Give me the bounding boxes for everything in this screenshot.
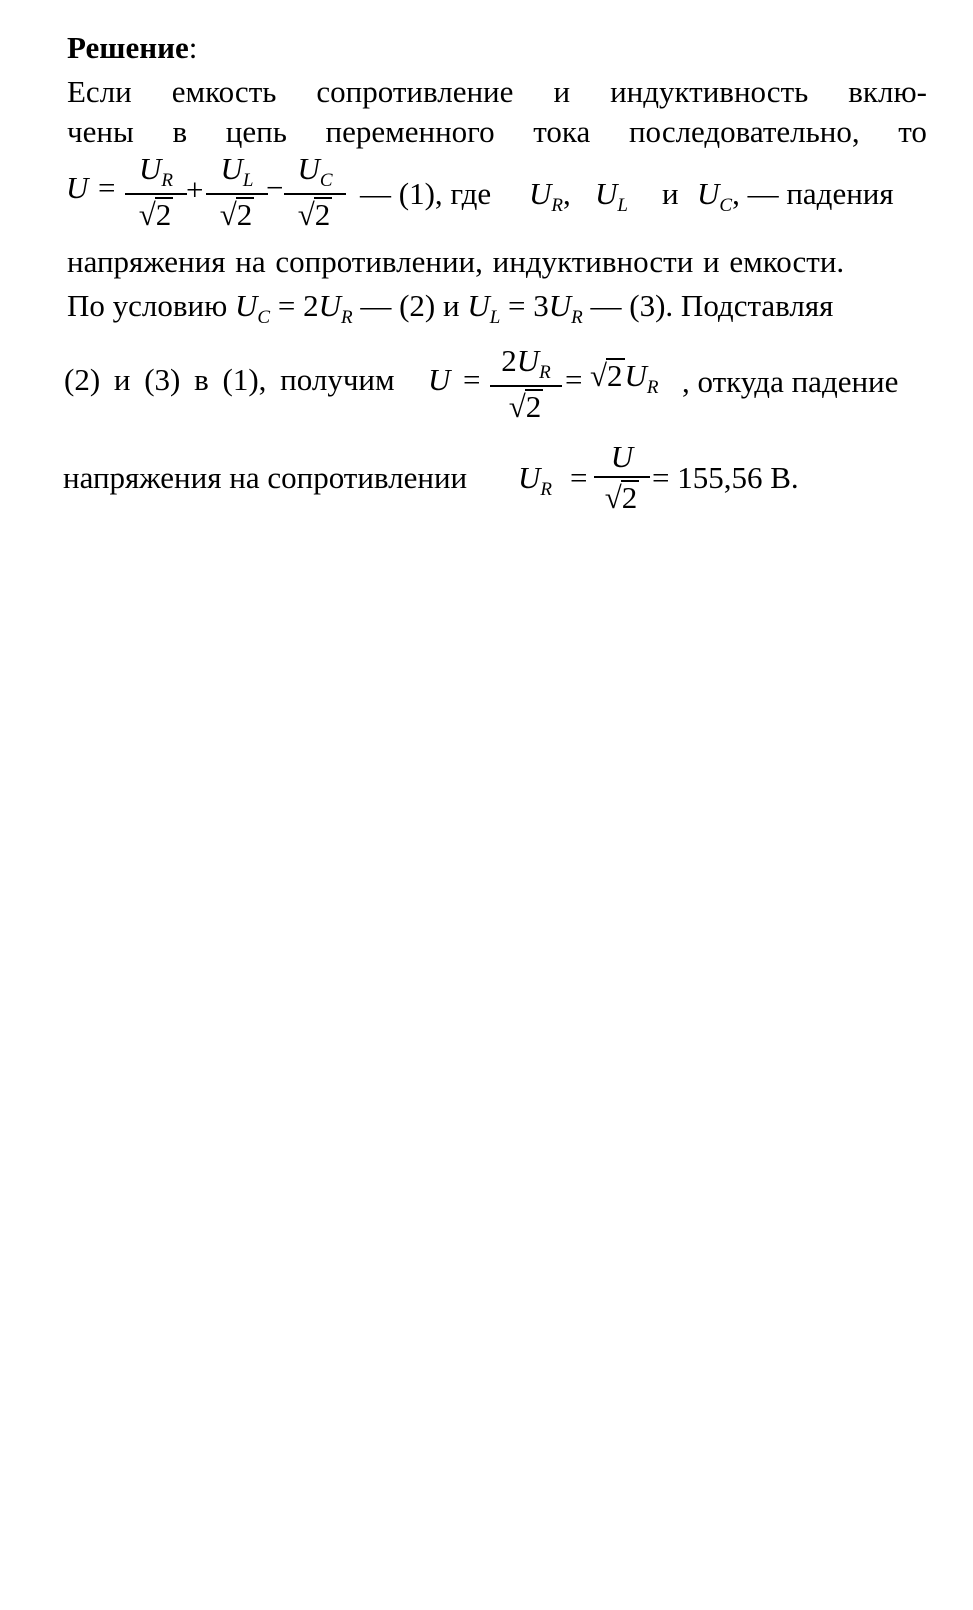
heading-colon: : [188,30,198,65]
line7-fraction: U √ 2 [594,440,650,515]
line6-equals: = [463,362,481,397]
eq1-minus: − [266,170,284,205]
eq1-term3-sub: C [319,170,333,191]
eq1-term3-num: U [297,151,320,186]
line6-suffix: , откуда падение [682,364,899,399]
eq1-plus: + [186,172,204,207]
word: тока [533,114,591,149]
word: индуктивность [610,74,809,109]
eq1-term1-num: U [139,151,162,186]
eq1-and: и [662,176,679,211]
paragraph-line-5: По условию $U_C = 2U_R$ — (2) и $U_L = 3U_R$ — (3). Подставляя [67,288,834,328]
eq1-fraction-uc: $U_C$ √ 2 [284,152,346,232]
paragraph-line-4: напряжения на сопротивлении, индуктивности и емкости. [67,244,845,279]
eq1-lhs: U [66,170,89,205]
eq1-fraction-ur: $U_R$ √ 2 [125,152,187,232]
line6-fraction: $2U_R$ √ 2 [490,344,562,424]
word: сопротивление [316,74,514,109]
word: Если [67,74,132,109]
eq1-fraction-ul: $U_L$ √ 2 [206,152,268,232]
solution-heading-text: Решение [67,30,189,65]
word: в [172,114,188,149]
line6-equals-2: = [565,362,583,397]
line6-sqrt-expr: √ 2 $U_R$ [590,358,659,398]
line7-equals: = [570,460,588,495]
word: чены [67,114,134,149]
eq1-term3-den: 2 [314,197,331,232]
word: цепь [225,114,287,149]
eq1-term1-sub: R [161,170,173,191]
word: последовательно, [628,114,860,149]
eq1-uc: $U_C$, — падения [697,176,894,216]
eq1-equals: = [98,170,116,205]
line6-u: U [428,362,451,397]
solution-heading [67,30,197,66]
line6-prefix: (2) и (3) в (1), получим [64,362,395,397]
line7-result: = 155,56 В. [652,460,799,495]
line7-prefix: напряжения на сопротивлении [63,460,468,495]
eq1-term2-sub: L [242,170,254,191]
eq1-ul: $U_L$ [595,176,628,216]
paragraph-line-2 [67,114,927,150]
eq1-term1-den: 2 [155,197,172,232]
eq1-term2-den: 2 [236,197,253,232]
eq1-label: — (1), где [360,176,492,211]
eq1-term2-num: U [220,151,243,186]
word: вклю- [848,74,927,109]
eq1-ur: $U_R$, [529,176,571,216]
word: емкость [171,74,277,109]
word: и [553,74,571,109]
paragraph-line-1 [67,74,927,110]
word: то [898,114,927,149]
line7-ur: $U_R$ [518,460,552,500]
word: переменного [325,114,495,149]
